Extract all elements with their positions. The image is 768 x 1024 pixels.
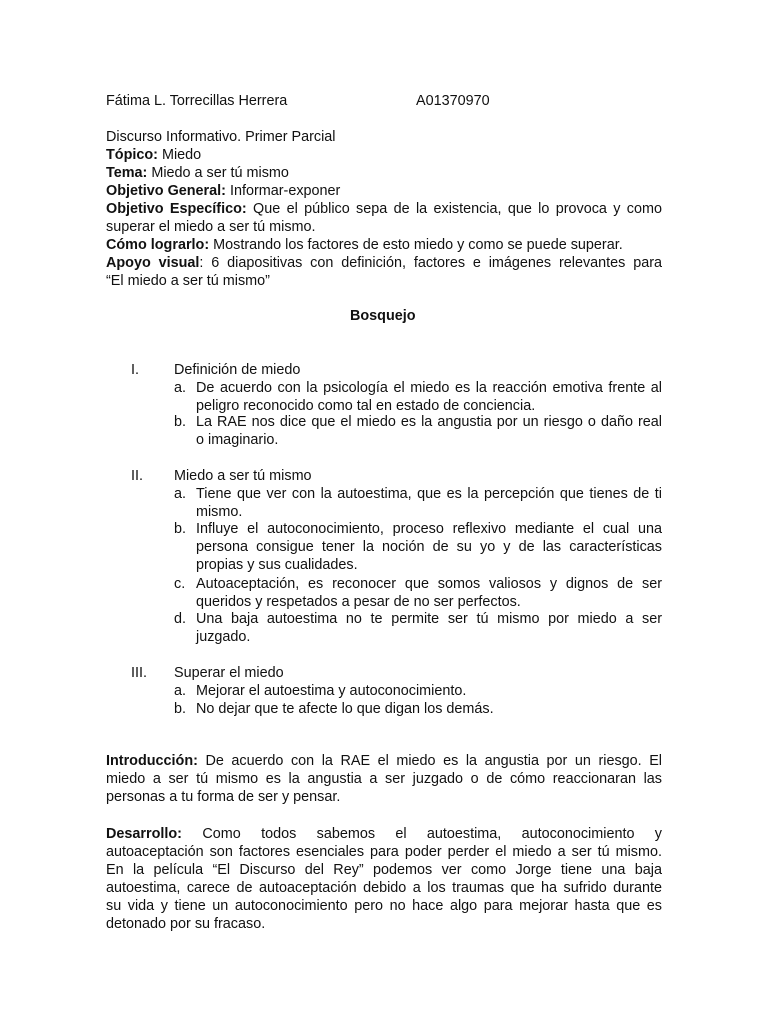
development-line-3: En la película “El Discurso del Rey” podemos ver como Jorge tiene una baja (106, 862, 662, 878)
section-3-numeral: III. (131, 665, 147, 681)
general-objective-line (106, 182, 340, 200)
theme-line (106, 164, 289, 182)
section-3-a-letter: a. (174, 683, 187, 699)
intro-line-2: miedo a ser tú mismo es la angustia a ser juzgado o de cómo reaccionaran las (106, 771, 662, 787)
intro-line-1 (106, 752, 662, 770)
topic-label: Tópico: (106, 147, 158, 163)
section-2-numeral: II. (131, 468, 143, 484)
general-objective-value: Informar-exponer (225, 183, 341, 199)
visual-support-line-2: “El miedo a ser tú mismo” (106, 273, 270, 289)
development-text-1: Como todos sabemos el autoestima, autoconocimiento y (181, 826, 662, 842)
section-1-b-letter: b. (174, 414, 187, 430)
intro-line-3: personas a tu forma de ser y pensar. (106, 789, 341, 805)
section-2-c-letter: c. (174, 576, 186, 592)
section-2-b-line-1: Influye el autoconocimiento, proceso reflexivo mediante el cual una (196, 521, 662, 537)
intro-text-1: De acuerdo con la RAE el miedo es la angustia por un riesgo. El (197, 753, 662, 769)
section-2-c-line-1: Autoaceptación, es reconocer que somos valiosos y dignos de ser (196, 576, 662, 592)
visual-support-value: : 6 diapositivas con definición, factores e imágenes relevantes para (199, 255, 663, 271)
section-1-b-line-2: o imaginario. (196, 432, 279, 448)
section-2-d-letter: d. (174, 611, 187, 627)
section-1-b-line-1: La RAE nos dice que el miedo es la angustia por un riesgo o daño real (196, 414, 662, 430)
section-2-title: Miedo a ser tú mismo (174, 468, 312, 484)
specific-objective-line-2: superar el miedo a ser tú mismo. (106, 219, 316, 235)
section-2-d-line-2: juzgado. (196, 629, 251, 645)
development-line-2: autoaceptación son factores esenciales para poder perder el miedo a ser tú mismo. (106, 844, 662, 860)
section-2-a-letter: a. (174, 486, 187, 502)
topic-value: Miedo (157, 147, 202, 163)
development-line-4: autoestima, carece de autoaceptación debido a los traumas que ha sufrido durante (106, 880, 662, 896)
section-3-b-line-1: No dejar que te afecte lo que digan los demás. (196, 701, 494, 717)
development-label: Desarrollo: (106, 826, 182, 842)
how-line (106, 236, 623, 254)
section-1-title: Definición de miedo (174, 362, 301, 378)
intro-label: Introducción: (106, 753, 198, 769)
specific-objective-line (106, 200, 662, 218)
section-3-title: Superar el miedo (174, 665, 284, 681)
document-title: Discurso Informativo. Primer Parcial (106, 129, 336, 145)
section-2-d-line-1: Una baja autoestima no te permite ser tú mismo por miedo a ser (196, 611, 662, 627)
general-objective-label: Objetivo General: (106, 183, 226, 199)
section-1-a-letter: a. (174, 380, 187, 396)
development-line-6: detonado por su fracaso. (106, 916, 266, 932)
author-name: Fátima L. Torrecillas Herrera (106, 93, 288, 109)
section-1-a-line-1: De acuerdo con la psicología el miedo es la reacción emotiva frente al (196, 380, 662, 396)
theme-label: Tema: (106, 165, 148, 181)
specific-objective-label: Objetivo Específico: (106, 201, 247, 217)
section-2-b-line-2: persona consigue tener la noción de su yo y de las características (196, 539, 662, 555)
development-line-1 (106, 825, 662, 843)
section-1-a-line-2: peligro reconocido como tal en estado de conciencia. (196, 398, 536, 414)
visual-support-line (106, 254, 662, 272)
development-line-5: su vida y tiene un autoconocimiento pero no hace algo para mejorar hasta que es (106, 898, 662, 914)
student-id: A01370970 (416, 93, 490, 109)
section-2-b-line-3: propias y sus cualidades. (196, 557, 358, 573)
section-2-a-line-2: mismo. (196, 504, 243, 520)
section-1-numeral: I. (131, 362, 139, 378)
section-2-c-line-2: queridos y respetados a pesar de no ser perfectos. (196, 594, 521, 610)
outline-heading: Bosquejo (350, 308, 416, 324)
section-3-a-line-1: Mejorar el autoestima y autoconocimiento. (196, 683, 467, 699)
section-2-a-line-1: Tiene que ver con la autoestima, que es la percepción que tienes de ti (196, 486, 662, 502)
how-value: Mostrando los factores de esto miedo y como se puede superar. (209, 237, 623, 253)
visual-support-label: Apoyo visual (106, 255, 200, 271)
specific-objective-value: Que el público sepa de la existencia, que lo provoca y como (246, 201, 662, 217)
how-label: Cómo lograrlo: (106, 237, 210, 253)
topic-line (106, 146, 201, 164)
theme-value: Miedo a ser tú mismo (147, 165, 289, 181)
section-3-b-letter: b. (174, 701, 187, 717)
section-2-b-letter: b. (174, 521, 187, 537)
